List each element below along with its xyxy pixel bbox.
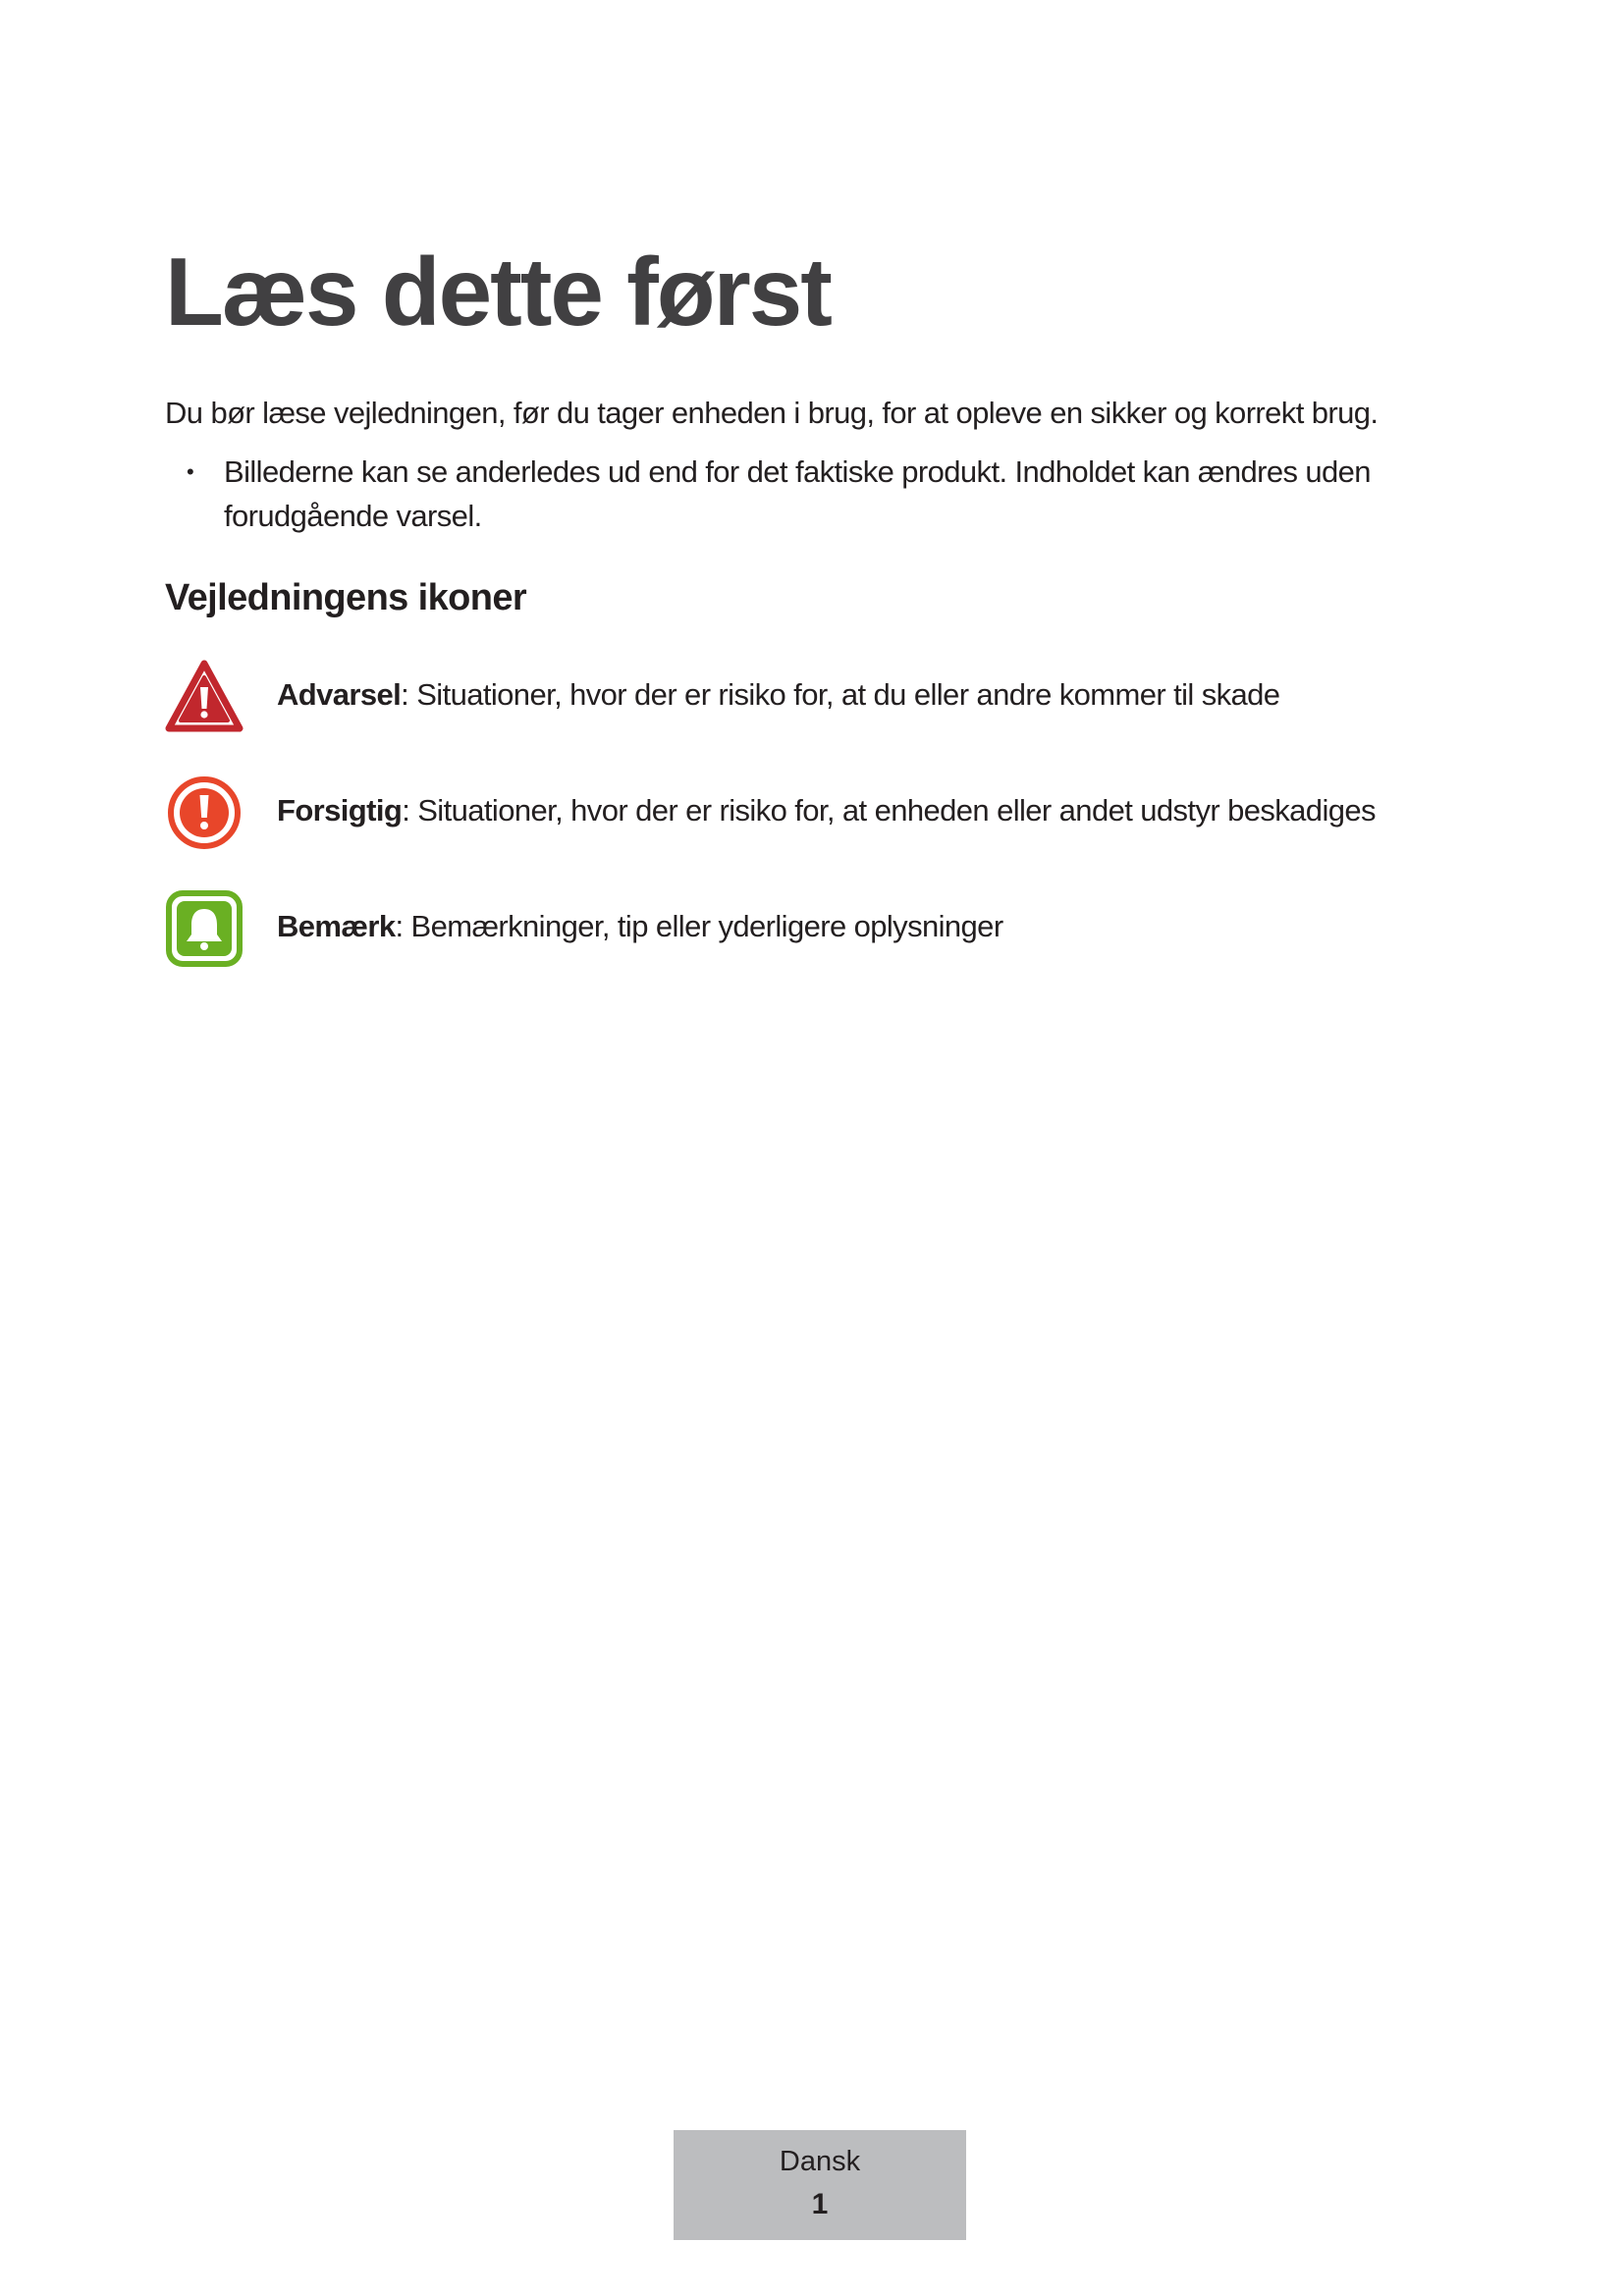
warning-text: Situationer, hvor der er risiko for, at du eller andre kommer til skade	[416, 677, 1280, 712]
note-term: Bemærk	[277, 909, 396, 943]
warning-separator: :	[401, 677, 417, 712]
note-separator: :	[395, 909, 411, 943]
section-heading: Vejledningens ikoner	[165, 577, 527, 618]
caution-description	[277, 789, 1376, 832]
caution-term: Forsigtig	[277, 793, 403, 828]
caution-separator: :	[402, 793, 418, 828]
note-description	[277, 905, 1003, 948]
warning-term: Advarsel	[277, 677, 402, 712]
icon-legend-caution	[165, 774, 1481, 852]
icon-legend-warning	[165, 658, 1481, 736]
caution-text: Situationer, hvor der er risiko for, at enheden eller andet udstyr beskadiges	[417, 793, 1376, 828]
note-text: Bemærkninger, tip eller yderligere oplysninger	[410, 909, 1003, 943]
warning-triangle-icon	[165, 658, 244, 736]
page-footer	[674, 2130, 966, 2240]
icon-legend-note	[165, 889, 1481, 968]
note-bell-icon	[165, 889, 244, 968]
bullet-marker: •	[187, 459, 194, 484]
page-title: Læs dette først	[165, 238, 831, 346]
intro-paragraph: Du bør læse vejledningen, før du tager enheden i brug, for at opleve en sikker og korrekt brug.	[165, 396, 1379, 430]
warning-description	[277, 673, 1279, 717]
footer-language: Dansk	[779, 2146, 861, 2177]
page-number: 1	[811, 2188, 829, 2220]
bullet-text: Billederne kan se anderledes ud end for det faktiske produkt. Indholdet kan ændres uden forudgående varsel.	[224, 454, 1371, 533]
bullet-list-item	[165, 450, 1471, 538]
caution-circle-icon	[165, 774, 244, 852]
